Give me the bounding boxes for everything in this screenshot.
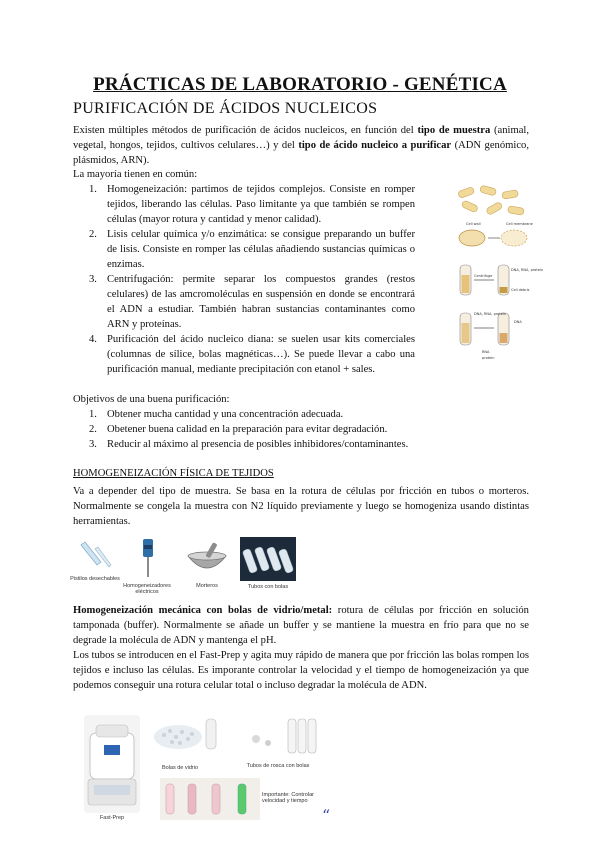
mortar-image <box>182 540 232 580</box>
homogenization-heading: HOMOGENEIZACIÓN FÍSICA DE TEJIDOS <box>73 468 274 479</box>
list-item: 2. Lisis celular química y/o enzimática: se consigue preparando un buffer de lisis. Consiste en romper las células añadiendo sustancias químicas o enzimas. <box>89 229 415 270</box>
pestle-svg <box>73 537 117 575</box>
tool-caption: Homogeneizadores eléctricos <box>123 583 171 595</box>
diagram-label: DNA, RNA, protein <box>511 268 544 272</box>
diagram-label: Cell wall <box>466 222 481 226</box>
majority-line: La mayoría tienen en común: <box>73 169 198 180</box>
list-item: 3. Reducir al máximo al presencia de posibles inhibidores/contaminantes. <box>89 439 409 450</box>
tubes-svg <box>226 715 324 763</box>
screw-tubes-image <box>226 715 324 763</box>
pestle-image <box>73 537 117 575</box>
homogenization-paragraph: Va a depender del tipo de muestra. Se basa en la rotura de células por fricción en tubos o morteros. Normalmente se congela la muestra con N2 líquido previamente y luego se homogeniza usando distintas herramientas. <box>73 486 529 527</box>
important-note: Importante: Controlar velocidad y tiempo <box>262 792 314 804</box>
diagram-label: DNA, RNA, protein <box>474 312 507 316</box>
diagram-label: protein <box>482 356 495 360</box>
tool-caption: Tubos con bolas <box>247 584 289 590</box>
list-item: 1. Homogeneización: partimos de tejidos complejos. Consiste en romper tejidos, liberando las células. Paso limitante ya que también se rompen células (mayor rotura y cantidad y menor calidad). <box>89 184 415 225</box>
samples-svg <box>160 778 260 820</box>
image-caption: Fast-Prep <box>99 815 125 821</box>
quote-mark: “ <box>322 806 331 825</box>
image-caption: Bolas de vidrio <box>161 765 199 771</box>
list-item: 3. Centrifugación: permite separar los compuestos grandes (restos celulares) de las amcromoléculas en suspensión en donde se encontrará el ADN a estudiar. También habran sustancias contaminantes como ARN y proteínas. <box>89 274 415 330</box>
diagram-label: RNA <box>482 350 490 354</box>
sample-tubes-image <box>160 778 260 820</box>
list-item: 1. Obtener mucha cantidad y una concentración adecuada. <box>89 409 344 420</box>
diagram-label: Cell membrane <box>506 222 533 226</box>
objectives-list <box>73 407 529 452</box>
cells-diagram-svg <box>452 183 544 363</box>
glass-beads-image <box>150 715 220 763</box>
mechanical-paragraph: Homogeneización mecánica con bolas de vidrio/metal: rotura de células por fricción en solución tamponada (buffer). Normalmente se añade un buffer y se mantiene la muestra en frío para que no se degrade la molécula de ADN y mantenga el pH. <box>73 605 529 646</box>
diagram-label: DNA <box>514 320 522 324</box>
bead-tubes-svg <box>240 537 296 581</box>
beads-svg <box>150 715 220 763</box>
bead-tubes-image <box>240 537 296 581</box>
tool-caption: Pistilos desechables <box>70 576 120 582</box>
purification-diagram <box>452 183 544 363</box>
diagram-label: Cell debris <box>511 288 530 292</box>
steps-list <box>73 182 415 377</box>
section-title: PURIFICACIÓN DE ÁCIDOS NUCLEICOS <box>73 100 378 117</box>
tool-caption: Morteros <box>196 583 218 589</box>
homogenizer-svg <box>124 537 170 581</box>
page-title: PRÁCTICAS DE LABORATORIO - GENÉTICA <box>93 74 507 95</box>
fastprep-paragraph: Los tubos se introducen en el Fast-Prep y agita muy rápido de manera que por fricción las bolas rompen los tejidos e incluso las células. Es imporante controlar la velocidad y el tiempo de homogeneización ya que podemos conseguir una rotura celular total o incluso degradar la molécula de ADN. <box>73 650 529 691</box>
fastprep-svg <box>84 715 140 813</box>
list-item: 4. Purificación del ácido nucleico diana: se suelen usar kits comerciales (columnas de sílice, bolas magnéticas…). Se puede llevar a cabo una purificación manual, mediante precipitación con etanol + sales. <box>89 334 415 375</box>
list-item: 2. Obetener buena calidad en la preparación para evitar degradación. <box>89 424 388 435</box>
electric-homogenizer-image <box>124 537 170 581</box>
intro-paragraph: Existen múltiples métodos de purificación de ácidos nucleicos, en función del tipo de muestra (animal, vegetal, hongos, tejidos, cultivos celulares…) y del tipo de ácido nucleico a purificar (ADN genómico, plásmidos, ARN). <box>73 125 530 166</box>
objectives-title: Objetivos de una buena purificación: <box>73 394 230 405</box>
image-caption: Tubos de rosca con bolas <box>246 763 310 769</box>
diagram-label: Centrifuge <box>474 274 493 278</box>
mortar-svg <box>182 540 232 580</box>
fastprep-image <box>84 715 140 813</box>
